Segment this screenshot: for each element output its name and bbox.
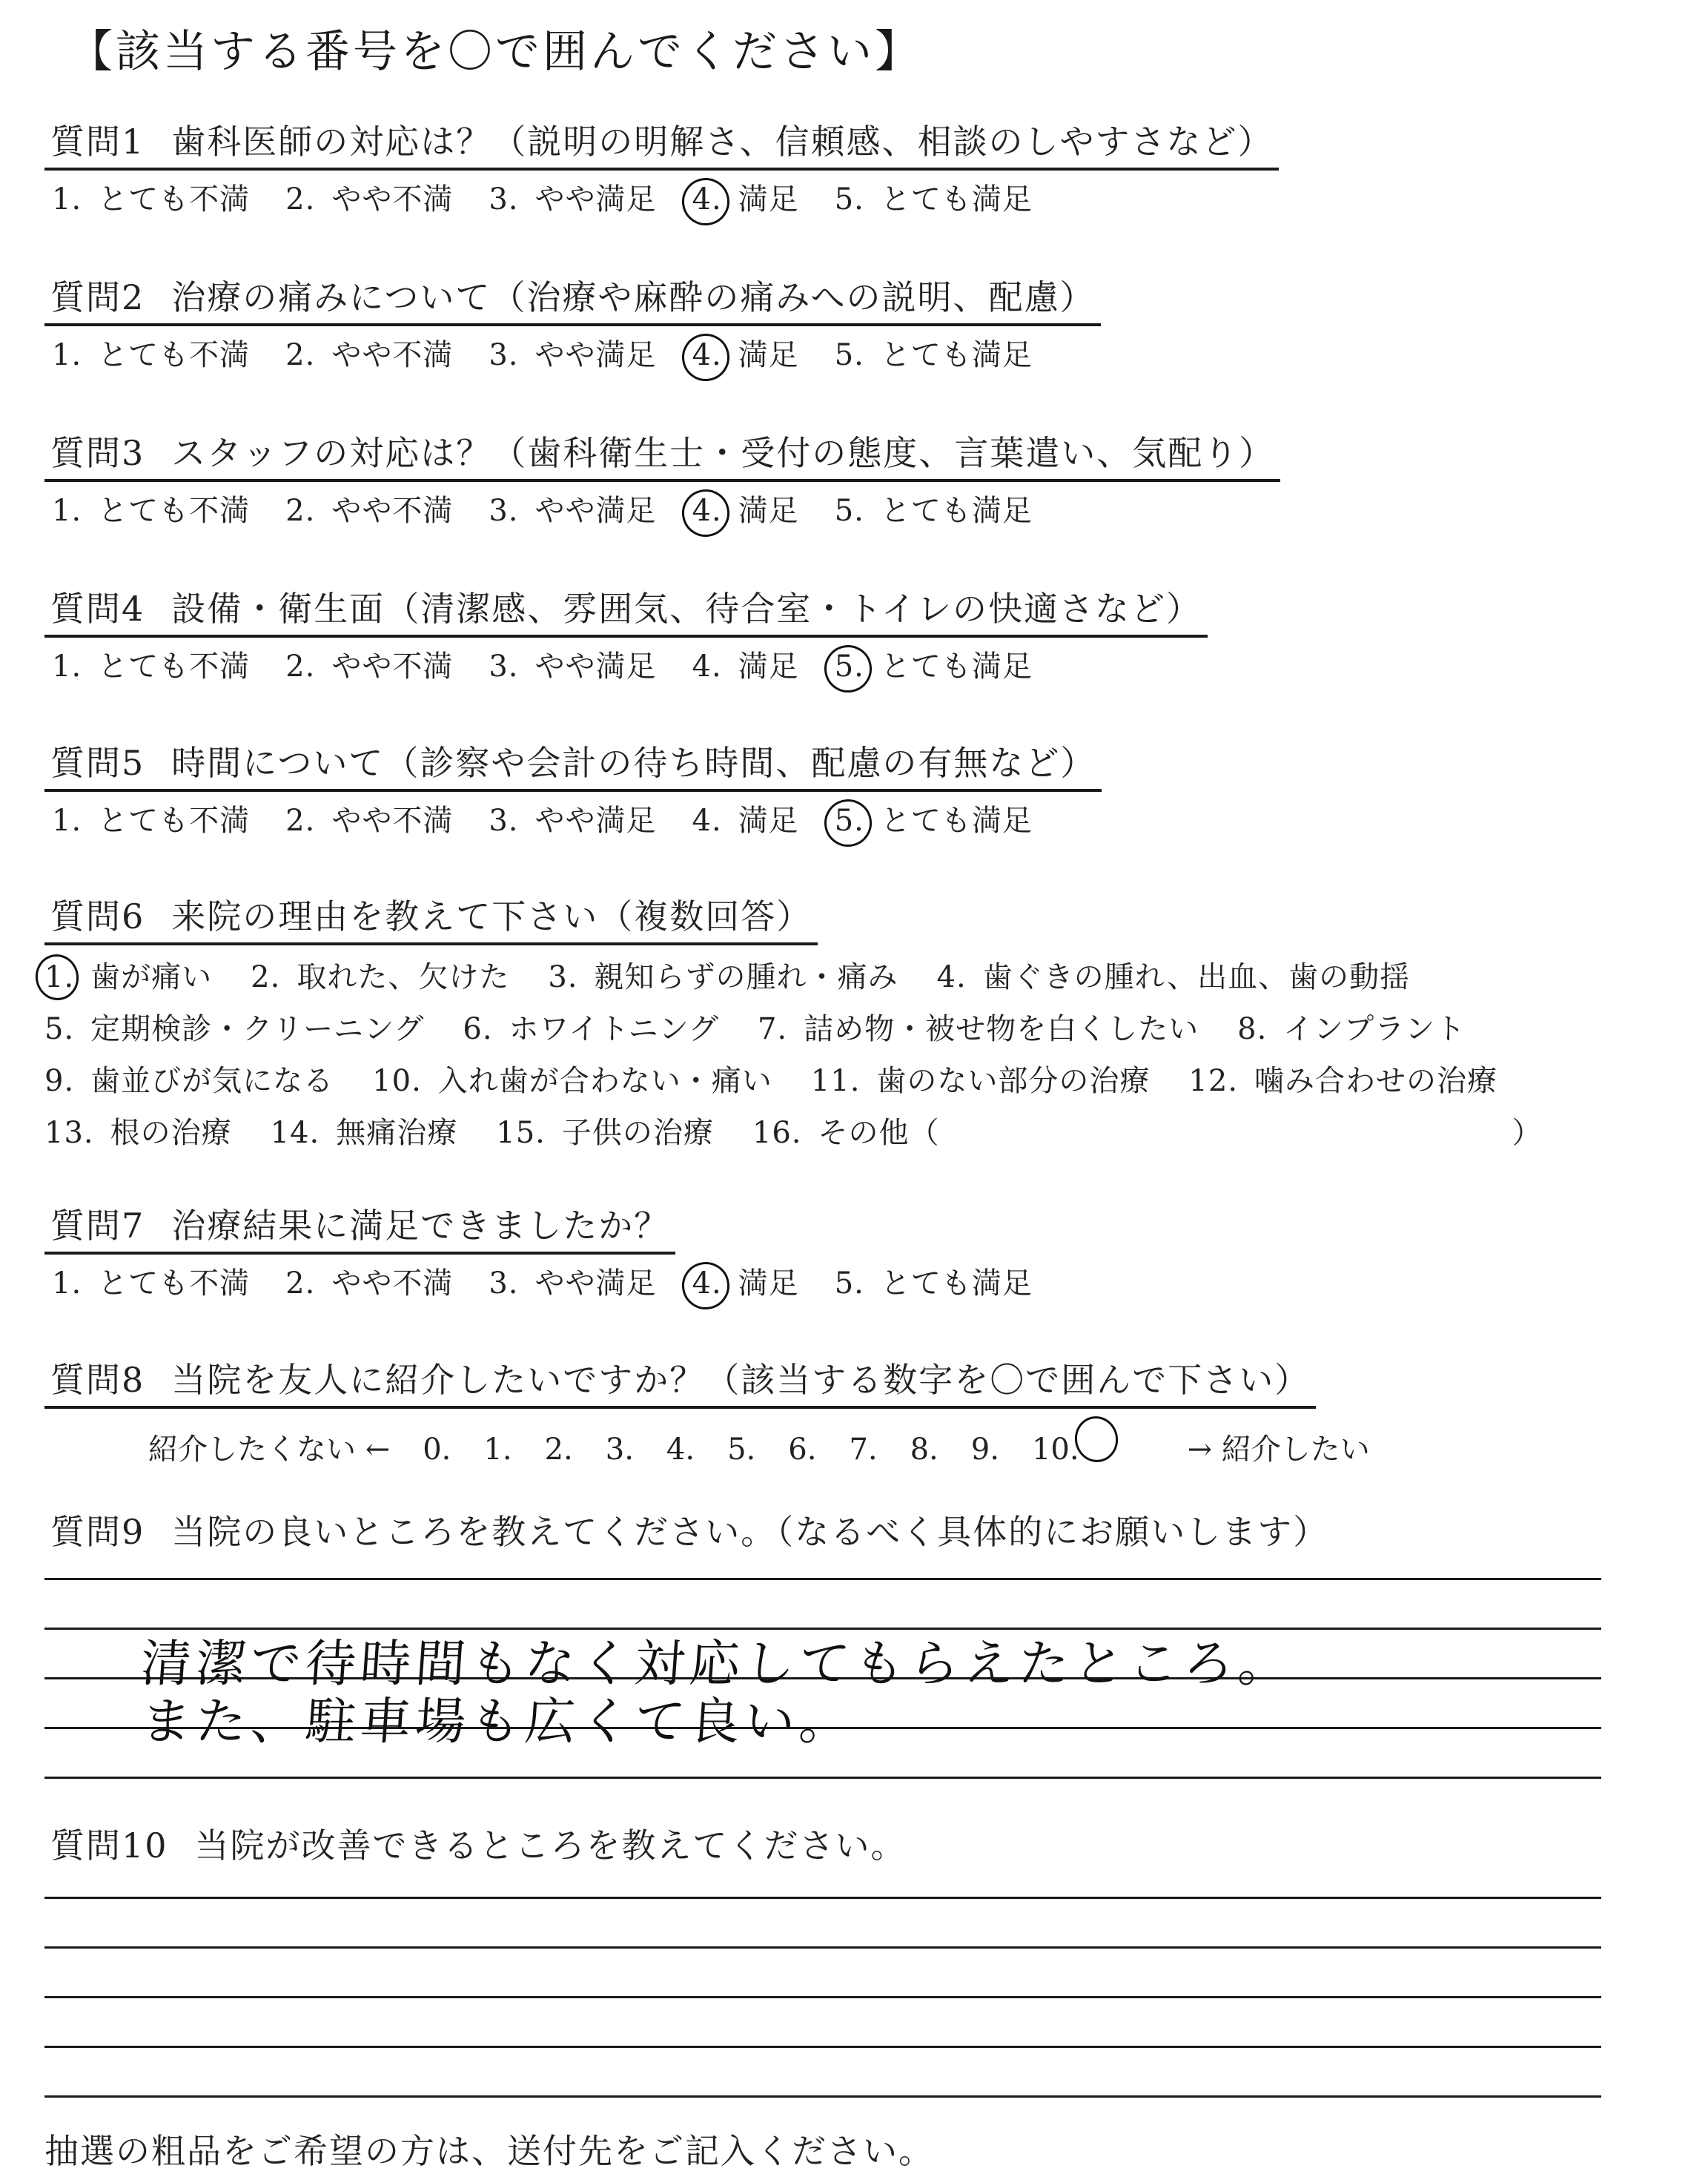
recommend-scale <box>44 1413 1675 1473</box>
option-label: やや不満 <box>331 804 454 838</box>
option-number: 3. <box>489 338 519 372</box>
option-number: 11. <box>810 1064 861 1098</box>
option-number: 6. <box>463 1012 493 1046</box>
rating-option[interactable] <box>489 332 656 378</box>
option-label: 満足 <box>738 182 799 217</box>
question-10 <box>44 1823 1675 1871</box>
option-number: 3. <box>489 1266 519 1301</box>
rating-option[interactable] <box>692 488 799 534</box>
rating-option[interactable] <box>52 488 250 534</box>
option-number: 3. <box>489 650 519 684</box>
hand-drawn-circle-mark <box>678 329 734 386</box>
option-number: 2. <box>285 650 316 684</box>
option-label: やや満足 <box>534 1266 657 1301</box>
reason-option[interactable] <box>937 951 1411 1003</box>
question-number: 質問5 <box>50 743 145 783</box>
answer-line <box>44 1578 1601 1580</box>
question-heading <box>44 586 1208 638</box>
question-number: 質問1 <box>50 122 145 162</box>
option-label: 歯ぐきの腫れ、出血、歯の動揺 <box>982 960 1411 994</box>
option-number: 3. <box>489 182 519 217</box>
option-label: とても不満 <box>98 494 251 528</box>
option-label: 満足 <box>738 1266 799 1301</box>
option-number: 12. <box>1188 1064 1239 1098</box>
option-number: 2. <box>285 1266 316 1301</box>
reason-option[interactable] <box>271 1107 458 1159</box>
scale-right-label: → 紹介したい <box>1187 1433 1370 1467</box>
rating-options <box>44 488 1675 534</box>
rating-option[interactable] <box>489 1261 656 1306</box>
option-label: 満足 <box>738 804 799 838</box>
option-label: やや満足 <box>534 650 657 684</box>
option-number: 2. <box>285 182 316 217</box>
question-5 <box>44 740 1675 844</box>
option-number: 16. <box>752 1116 802 1150</box>
option-label: やや満足 <box>534 182 657 217</box>
question-heading <box>44 893 818 945</box>
option-label: 親知らずの腫れ・痛み <box>594 960 898 994</box>
question-number: 質問2 <box>50 277 145 317</box>
answer-line <box>44 1777 1601 1779</box>
question-number: 質問4 <box>50 589 145 629</box>
option-label: ホワイトニング <box>509 1012 719 1046</box>
option-number: 13. <box>44 1116 94 1150</box>
option-number: 1. <box>52 182 82 217</box>
option-number: 4. <box>692 804 722 838</box>
rating-option[interactable] <box>692 644 799 690</box>
rating-option[interactable] <box>835 488 1033 534</box>
option-label: やや不満 <box>331 494 454 528</box>
option-number: 15. <box>496 1116 546 1150</box>
answer-line <box>44 1946 1601 1949</box>
question-heading <box>44 274 1101 326</box>
rating-option[interactable] <box>52 332 250 378</box>
reason-option[interactable] <box>496 1107 714 1159</box>
option-label: とても不満 <box>98 338 251 372</box>
rating-options <box>44 1261 1675 1306</box>
option-label: とても満足 <box>880 338 1033 372</box>
answer-line <box>44 1996 1601 1998</box>
question-text: 当院が改善できるところを教えてください。 <box>194 1826 907 1866</box>
question-number: 質問10 <box>50 1826 168 1866</box>
reason-option[interactable] <box>752 1107 940 1159</box>
question-1 <box>44 119 1675 222</box>
reason-option[interactable] <box>44 1055 334 1107</box>
scale-value[interactable]: 0. <box>423 1433 451 1467</box>
rating-option[interactable] <box>285 798 453 844</box>
option-label: とても満足 <box>880 494 1033 528</box>
close-paren: ） <box>1512 1116 1543 1150</box>
option-number: 5. <box>834 650 864 684</box>
scale-value[interactable]: 4. <box>666 1433 695 1467</box>
question-text: 歯科医師の対応は？（説明の明解さ、信頼感、相談のしやすさなど） <box>171 122 1274 162</box>
option-number: 3. <box>489 804 519 838</box>
option-number: 3. <box>548 960 578 994</box>
rating-options <box>44 332 1675 378</box>
question-text: 設備・衛生面（清潔感、雰囲気、待合室・トイレの快適さなど） <box>171 589 1202 629</box>
scale-value[interactable]: 5. <box>727 1433 756 1467</box>
scale-value[interactable]: 8. <box>910 1433 939 1467</box>
option-number: 5. <box>834 338 864 372</box>
option-number: 5. <box>834 494 864 528</box>
rating-options <box>44 644 1675 690</box>
question-number: 質問7 <box>50 1206 145 1246</box>
question-heading <box>44 430 1280 482</box>
hand-drawn-circle-mark <box>678 174 734 230</box>
handwritten-answer-line-1: 清潔で待時間もなく対応してもらえたところ。 <box>139 1635 1295 1694</box>
option-number: 3. <box>489 494 519 528</box>
reason-row <box>44 951 1675 1003</box>
option-number: 2. <box>285 494 316 528</box>
option-label: とても満足 <box>880 1266 1033 1301</box>
answer-lines-q10 <box>44 1897 1601 2145</box>
option-number: 1. <box>52 338 82 372</box>
hand-drawn-circle-mark <box>820 641 876 697</box>
option-label: とても不満 <box>98 804 251 838</box>
option-number: 9. <box>44 1064 75 1098</box>
reason-option[interactable] <box>372 1055 772 1107</box>
question-heading <box>44 1823 913 1871</box>
scale-value[interactable]: 6. <box>788 1433 817 1467</box>
option-label: やや満足 <box>534 338 657 372</box>
question-heading <box>44 1509 1334 1558</box>
reason-option[interactable] <box>1188 1055 1497 1107</box>
rating-option[interactable] <box>835 176 1033 222</box>
rating-option[interactable] <box>489 798 656 844</box>
option-label: 歯並びが気になる <box>90 1064 334 1098</box>
question-text: 当院を友人に紹介したいですか？（該当する数字を〇で囲んで下さい） <box>171 1360 1311 1400</box>
scale-value[interactable]: 10. <box>1032 1413 1155 1473</box>
scale-value[interactable]: 9. <box>970 1433 999 1467</box>
option-label: やや満足 <box>534 494 657 528</box>
question-8 <box>44 1357 1675 1473</box>
answer-line <box>44 1897 1601 1899</box>
question-text: 治療の痛みについて（治療や麻酔の痛みへの説明、配慮） <box>171 277 1096 317</box>
question-number: 質問9 <box>50 1512 145 1552</box>
option-label: とても不満 <box>98 650 251 684</box>
rating-option[interactable] <box>692 332 799 378</box>
option-number: 2. <box>285 804 316 838</box>
option-label: 根の治療 <box>110 1116 232 1150</box>
question-7 <box>44 1203 1675 1306</box>
option-number: 4. <box>936 960 967 994</box>
question-heading <box>44 1357 1316 1409</box>
rating-option[interactable] <box>285 488 453 534</box>
option-label: 噛み合わせの治療 <box>1254 1064 1498 1098</box>
rating-option[interactable] <box>692 1261 799 1306</box>
option-label: とても満足 <box>880 182 1033 217</box>
question-heading <box>44 1203 675 1255</box>
question-number: 質問6 <box>50 896 145 936</box>
option-label: とても不満 <box>98 182 251 217</box>
option-number: 1. <box>52 650 82 684</box>
option-number: 2. <box>285 338 316 372</box>
question-3 <box>44 430 1675 534</box>
option-label: 入れ歯が合わない・痛い <box>437 1064 772 1098</box>
hand-drawn-circle-mark <box>1070 1413 1122 1467</box>
option-label: 歯のない部分の治療 <box>876 1064 1151 1098</box>
scale-value[interactable]: 7. <box>849 1433 878 1467</box>
reason-options <box>44 951 1675 1159</box>
question-text: スタッフの対応は？（歯科衛生士・受付の態度、言葉遣い、気配り） <box>171 433 1275 473</box>
rating-option[interactable] <box>52 1261 250 1306</box>
option-number: 4. <box>692 650 722 684</box>
footer-note: 抽選の粗品をご希望の方は、送付先をご記入ください。 <box>44 2131 934 2171</box>
page-title: 【該当する番号を〇で囲んでください】 <box>68 26 922 78</box>
answer-line <box>44 2046 1601 2048</box>
rating-option[interactable] <box>489 176 656 222</box>
option-number: 1. <box>52 804 82 838</box>
question-text: 来院の理由を教えて下さい（複数回答） <box>171 896 812 936</box>
hand-drawn-circle-mark <box>678 485 734 541</box>
scale-left-label: 紹介したくない ← <box>148 1433 391 1467</box>
rating-option[interactable] <box>692 176 799 222</box>
scale-value[interactable]: 1. <box>483 1433 512 1467</box>
option-label: 満足 <box>738 494 799 528</box>
question-text: 時間について（診察や会計の待ち時間、配慮の有無など） <box>171 743 1096 783</box>
option-number: 5. <box>44 1012 75 1046</box>
option-number: 1. <box>52 1266 82 1301</box>
question-heading <box>44 119 1279 171</box>
option-label: やや不満 <box>331 182 454 217</box>
option-number: 7. <box>757 1012 788 1046</box>
question-number: 質問8 <box>50 1360 145 1400</box>
reason-option[interactable] <box>548 951 898 1003</box>
question-number: 質問3 <box>50 433 145 473</box>
answer-line <box>44 2095 1601 2098</box>
question-4 <box>44 586 1675 690</box>
option-label: やや不満 <box>331 1266 454 1301</box>
option-number: 4. <box>692 338 722 372</box>
reason-option[interactable] <box>811 1055 1151 1107</box>
option-number: 5. <box>834 1266 864 1301</box>
question-text: 治療結果に満足できましたか？ <box>171 1206 670 1246</box>
option-label: やや満足 <box>534 804 657 838</box>
option-label: 満足 <box>738 650 799 684</box>
rating-option[interactable] <box>692 798 799 844</box>
option-label: とても満足 <box>880 804 1033 838</box>
option-label: 無痛治療 <box>336 1116 458 1150</box>
reason-option[interactable] <box>251 951 509 1003</box>
reason-option[interactable] <box>44 1003 424 1055</box>
option-label: 詰め物・被せ物を白くしたい <box>804 1012 1199 1046</box>
option-label: とても満足 <box>880 650 1033 684</box>
rating-options <box>44 176 1675 222</box>
option-number: 1. <box>52 494 82 528</box>
rating-option[interactable] <box>835 644 1033 690</box>
rating-option[interactable] <box>835 1261 1033 1306</box>
rating-option[interactable] <box>835 798 1033 844</box>
option-number: 4. <box>692 1266 722 1301</box>
scale-value[interactable]: 3. <box>605 1433 634 1467</box>
rating-option[interactable] <box>489 488 656 534</box>
option-label: やや不満 <box>331 650 454 684</box>
option-number: 10. <box>372 1064 422 1098</box>
option-label: やや不満 <box>331 338 454 372</box>
rating-option[interactable] <box>52 176 250 222</box>
hand-drawn-circle-mark <box>820 795 876 851</box>
option-label: 定期検診・クリーニング <box>90 1012 425 1046</box>
reason-option[interactable] <box>44 951 212 1003</box>
option-label: インプラント <box>1283 1012 1466 1046</box>
rating-option[interactable] <box>52 798 250 844</box>
scale-value[interactable]: 2. <box>544 1433 573 1467</box>
handwritten-answer-line-2: また、駐車場も広くて良い。 <box>139 1693 856 1751</box>
option-number: 8. <box>1237 1012 1268 1046</box>
question-9 <box>44 1509 1675 1558</box>
reason-option[interactable] <box>463 1003 719 1055</box>
question-2 <box>44 274 1675 378</box>
option-label: 取れた、欠けた <box>297 960 510 994</box>
rating-option[interactable] <box>285 1261 453 1306</box>
answer-line <box>44 1628 1601 1630</box>
option-number: 2. <box>251 960 281 994</box>
rating-option[interactable] <box>835 332 1033 378</box>
hand-drawn-circle-mark <box>31 951 83 1005</box>
rating-option[interactable] <box>52 644 250 690</box>
rating-options <box>44 798 1675 844</box>
option-label: 満足 <box>738 338 799 372</box>
reason-option[interactable] <box>758 1003 1199 1055</box>
option-number: 4. <box>692 182 722 217</box>
question-heading <box>44 740 1102 792</box>
option-label: その他（ <box>818 1116 940 1150</box>
reason-row <box>44 1107 1675 1159</box>
rating-option[interactable] <box>285 332 453 378</box>
reason-option[interactable] <box>44 1107 232 1159</box>
option-label: 子供の治療 <box>561 1116 714 1150</box>
rating-option[interactable] <box>489 644 656 690</box>
hand-drawn-circle-mark <box>678 1258 734 1314</box>
option-number: 4. <box>692 494 722 528</box>
reason-row <box>44 1055 1675 1107</box>
rating-option[interactable] <box>285 644 453 690</box>
option-number: 1. <box>44 960 75 994</box>
question-text: 当院の良いところを教えてください。（なるべく具体的にお願いします） <box>171 1512 1329 1552</box>
question-6 <box>44 893 1675 1159</box>
option-number: 5. <box>834 804 864 838</box>
reason-option[interactable] <box>1237 1003 1466 1055</box>
option-number: 14. <box>270 1116 320 1150</box>
rating-option[interactable] <box>285 176 453 222</box>
reason-row <box>44 1003 1675 1055</box>
option-label: 歯が痛い <box>90 960 213 994</box>
option-number: 5. <box>834 182 864 217</box>
option-label: とても不満 <box>98 1266 251 1301</box>
